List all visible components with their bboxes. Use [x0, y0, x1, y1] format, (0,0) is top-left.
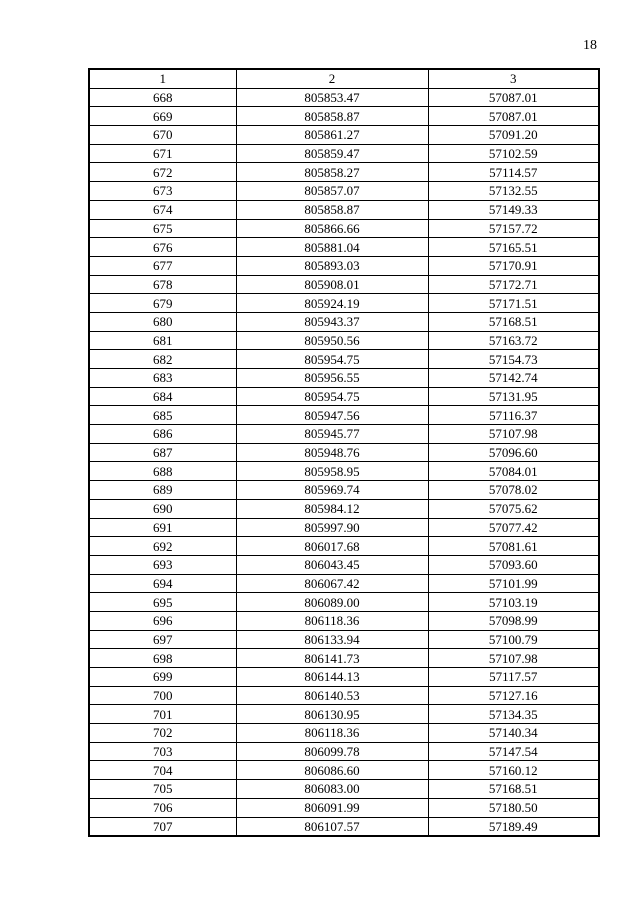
point-number-cell: 686 [89, 425, 236, 444]
table-row [89, 443, 599, 462]
point-number-cell: 689 [89, 481, 236, 500]
table-row [89, 742, 599, 761]
table-row [89, 593, 599, 612]
point-number-cell: 699 [89, 668, 236, 687]
point-number-cell: 685 [89, 406, 236, 425]
point-number-cell: 674 [89, 200, 236, 219]
y-coordinate-cell: 57131.95 [428, 387, 599, 406]
point-number-cell: 679 [89, 294, 236, 313]
x-coordinate-cell: 806086.60 [236, 761, 428, 780]
table-row [89, 107, 599, 126]
x-coordinate-cell: 805924.19 [236, 294, 428, 313]
point-number-cell: 688 [89, 462, 236, 481]
point-number-cell: 677 [89, 256, 236, 275]
point-number-cell: 673 [89, 182, 236, 201]
table-row [89, 518, 599, 537]
x-coordinate-cell: 805943.37 [236, 312, 428, 331]
table-row [89, 88, 599, 107]
table-row [89, 238, 599, 257]
table-row [89, 537, 599, 556]
y-coordinate-cell: 57172.71 [428, 275, 599, 294]
point-number-cell: 702 [89, 724, 236, 743]
point-number-cell: 695 [89, 593, 236, 612]
point-number-cell: 690 [89, 499, 236, 518]
table-row [89, 312, 599, 331]
x-coordinate-cell: 806017.68 [236, 537, 428, 556]
x-coordinate-cell: 805954.75 [236, 350, 428, 369]
table-row [89, 331, 599, 350]
column-header: 2 [236, 69, 428, 88]
point-number-cell: 691 [89, 518, 236, 537]
table-row [89, 387, 599, 406]
y-coordinate-cell: 57107.98 [428, 649, 599, 668]
y-coordinate-cell: 57171.51 [428, 294, 599, 313]
point-number-cell: 697 [89, 630, 236, 649]
x-coordinate-cell: 805866.66 [236, 219, 428, 238]
x-coordinate-cell: 806144.13 [236, 668, 428, 687]
x-coordinate-cell: 806130.95 [236, 705, 428, 724]
table-row [89, 705, 599, 724]
x-coordinate-cell: 805861.27 [236, 126, 428, 145]
y-coordinate-cell: 57134.35 [428, 705, 599, 724]
y-coordinate-cell: 57101.99 [428, 574, 599, 593]
x-coordinate-cell: 806133.94 [236, 630, 428, 649]
point-number-cell: 672 [89, 163, 236, 182]
table-row [89, 256, 599, 275]
x-coordinate-cell: 806118.36 [236, 611, 428, 630]
page-number: 18 [583, 38, 597, 53]
table-row [89, 761, 599, 780]
point-number-cell: 683 [89, 369, 236, 388]
coordinates-table [88, 68, 600, 837]
table-row [89, 499, 599, 518]
x-coordinate-cell: 805969.74 [236, 481, 428, 500]
point-number-cell: 682 [89, 350, 236, 369]
y-coordinate-cell: 57147.54 [428, 742, 599, 761]
y-coordinate-cell: 57168.51 [428, 312, 599, 331]
x-coordinate-cell: 806043.45 [236, 555, 428, 574]
x-coordinate-cell: 805958.95 [236, 462, 428, 481]
y-coordinate-cell: 57081.61 [428, 537, 599, 556]
point-number-cell: 670 [89, 126, 236, 145]
x-coordinate-cell: 806107.57 [236, 817, 428, 836]
y-coordinate-cell: 57154.73 [428, 350, 599, 369]
x-coordinate-cell: 806089.00 [236, 593, 428, 612]
point-number-cell: 707 [89, 817, 236, 836]
table-row [89, 406, 599, 425]
table-row [89, 275, 599, 294]
point-number-cell: 694 [89, 574, 236, 593]
point-number-cell: 693 [89, 555, 236, 574]
table-row [89, 630, 599, 649]
y-coordinate-cell: 57077.42 [428, 518, 599, 537]
x-coordinate-cell: 805948.76 [236, 443, 428, 462]
y-coordinate-cell: 57098.99 [428, 611, 599, 630]
table-row [89, 481, 599, 500]
x-coordinate-cell: 805857.07 [236, 182, 428, 201]
table-row [89, 798, 599, 817]
y-coordinate-cell: 57096.60 [428, 443, 599, 462]
point-number-cell: 698 [89, 649, 236, 668]
x-coordinate-cell: 805893.03 [236, 256, 428, 275]
point-number-cell: 678 [89, 275, 236, 294]
point-number-cell: 692 [89, 537, 236, 556]
x-coordinate-cell: 805859.47 [236, 144, 428, 163]
table-row [89, 649, 599, 668]
y-coordinate-cell: 57127.16 [428, 686, 599, 705]
y-coordinate-cell: 57140.34 [428, 724, 599, 743]
y-coordinate-cell: 57075.62 [428, 499, 599, 518]
x-coordinate-cell: 805947.56 [236, 406, 428, 425]
point-number-cell: 676 [89, 238, 236, 257]
table-row [89, 425, 599, 444]
point-number-cell: 704 [89, 761, 236, 780]
point-number-cell: 696 [89, 611, 236, 630]
point-number-cell: 681 [89, 331, 236, 350]
table-row [89, 200, 599, 219]
table-row [89, 574, 599, 593]
point-number-cell: 684 [89, 387, 236, 406]
table-row [89, 144, 599, 163]
x-coordinate-cell: 805945.77 [236, 425, 428, 444]
table-body [89, 88, 599, 836]
y-coordinate-cell: 57078.02 [428, 481, 599, 500]
table-row [89, 817, 599, 836]
y-coordinate-cell: 57103.19 [428, 593, 599, 612]
point-number-cell: 675 [89, 219, 236, 238]
point-number-cell: 680 [89, 312, 236, 331]
y-coordinate-cell: 57107.98 [428, 425, 599, 444]
table-row [89, 668, 599, 687]
x-coordinate-cell: 806091.99 [236, 798, 428, 817]
x-coordinate-cell: 805950.56 [236, 331, 428, 350]
y-coordinate-cell: 57160.12 [428, 761, 599, 780]
x-coordinate-cell: 805858.27 [236, 163, 428, 182]
x-coordinate-cell: 805858.87 [236, 200, 428, 219]
x-coordinate-cell: 806118.36 [236, 724, 428, 743]
y-coordinate-cell: 57157.72 [428, 219, 599, 238]
table-header-row [89, 69, 599, 88]
y-coordinate-cell: 57163.72 [428, 331, 599, 350]
point-number-cell: 701 [89, 705, 236, 724]
table-row [89, 686, 599, 705]
y-coordinate-cell: 57189.49 [428, 817, 599, 836]
table-row [89, 780, 599, 799]
point-number-cell: 687 [89, 443, 236, 462]
y-coordinate-cell: 57149.33 [428, 200, 599, 219]
x-coordinate-cell: 805858.87 [236, 107, 428, 126]
point-number-cell: 669 [89, 107, 236, 126]
x-coordinate-cell: 805908.01 [236, 275, 428, 294]
y-coordinate-cell: 57091.20 [428, 126, 599, 145]
y-coordinate-cell: 57168.51 [428, 780, 599, 799]
y-coordinate-cell: 57180.50 [428, 798, 599, 817]
y-coordinate-cell: 57170.91 [428, 256, 599, 275]
table-row [89, 126, 599, 145]
table-row [89, 163, 599, 182]
y-coordinate-cell: 57117.57 [428, 668, 599, 687]
x-coordinate-cell: 806140.53 [236, 686, 428, 705]
y-coordinate-cell: 57116.37 [428, 406, 599, 425]
x-coordinate-cell: 805984.12 [236, 499, 428, 518]
y-coordinate-cell: 57165.51 [428, 238, 599, 257]
table-row [89, 724, 599, 743]
y-coordinate-cell: 57100.79 [428, 630, 599, 649]
table-row [89, 219, 599, 238]
table-row [89, 369, 599, 388]
y-coordinate-cell: 57114.57 [428, 163, 599, 182]
table-row [89, 462, 599, 481]
table-row [89, 182, 599, 201]
x-coordinate-cell: 805956.55 [236, 369, 428, 388]
point-number-cell: 671 [89, 144, 236, 163]
x-coordinate-cell: 805881.04 [236, 238, 428, 257]
x-coordinate-cell: 805997.90 [236, 518, 428, 537]
table-row [89, 294, 599, 313]
y-coordinate-cell: 57142.74 [428, 369, 599, 388]
x-coordinate-cell: 805853.47 [236, 88, 428, 107]
point-number-cell: 703 [89, 742, 236, 761]
x-coordinate-cell: 806083.00 [236, 780, 428, 799]
point-number-cell: 700 [89, 686, 236, 705]
y-coordinate-cell: 57087.01 [428, 107, 599, 126]
y-coordinate-cell: 57087.01 [428, 88, 599, 107]
y-coordinate-cell: 57132.55 [428, 182, 599, 201]
x-coordinate-cell: 806099.78 [236, 742, 428, 761]
point-number-cell: 668 [89, 88, 236, 107]
x-coordinate-cell: 805954.75 [236, 387, 428, 406]
x-coordinate-cell: 806067.42 [236, 574, 428, 593]
column-header: 1 [89, 69, 236, 88]
y-coordinate-cell: 57102.59 [428, 144, 599, 163]
table-row [89, 350, 599, 369]
y-coordinate-cell: 57093.60 [428, 555, 599, 574]
table-row [89, 611, 599, 630]
table-row [89, 555, 599, 574]
point-number-cell: 705 [89, 780, 236, 799]
point-number-cell: 706 [89, 798, 236, 817]
y-coordinate-cell: 57084.01 [428, 462, 599, 481]
column-header: 3 [428, 69, 599, 88]
x-coordinate-cell: 806141.73 [236, 649, 428, 668]
